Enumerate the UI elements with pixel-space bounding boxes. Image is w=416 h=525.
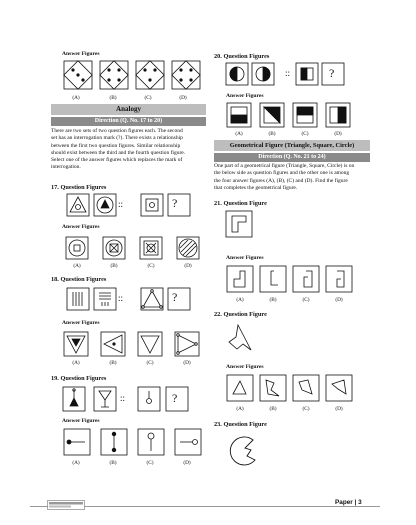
footer-page-separator: | [354,499,357,506]
q17-question-figures [66,193,206,219]
label-a: (A) [72,95,80,101]
q19-label-c: (C) [146,460,154,466]
label-c: (C) [144,95,152,101]
q19-question-mark: ? [172,391,178,405]
footer-page [333,499,364,506]
q17-label-a: (A) [73,263,81,269]
q17-double-colon: :: [118,199,124,209]
q17-question-mark: ? [172,196,178,210]
q17-label-b: (B) [110,263,118,269]
q22-label-b: (B) [269,406,277,412]
q18-label-b: (B) [109,360,117,366]
direction-text-21-24: One part of a geometrical figure (Triangle, Square, Circle) is on the below side as question figures and the other one is among the four answer figures (A), (B), (C) and (D). Find the figure that completes the geometrical figure. [214,163,355,191]
footer-page-label: Paper [335,499,353,506]
q20-title: 20. Question Figures [214,53,270,60]
q18-title: 18. Question Figures [51,276,107,283]
q20-label-a: (A) [235,131,243,137]
q21-label-c: (C) [302,297,310,303]
q18-label-a: (A) [72,360,80,366]
q23-question-figure [227,432,267,472]
q18-label-d: (D) [183,360,191,366]
q22-answer-label: Answer Figures [226,364,264,370]
label-d: (D) [179,95,187,101]
q21-title: 21. Question Figure [214,200,267,207]
direction-title-17-20: Direction (Q. No. 17 to 20) [51,117,206,126]
q19-question-figures [62,386,207,414]
q19-answer-figures [63,428,203,458]
q17-label-d: (D) [184,263,192,269]
q18-question-figures [66,287,206,313]
q20-question-mark: ? [329,66,335,80]
q18-answer-figures [63,331,203,359]
direction-title-21-24: Direction (Q. No. 21 to 24) [214,153,370,162]
direction-text-17-20: There are two sets of two question figures each. The second set has an interrogation mark (?). There exists a relationship between the first two question figures. Similar relationship should exist between the third and the fourth question figure. Select one of the answer figures which replaces the mark of interrogation. [51,128,186,171]
q19-answer-label: Answer Figures [62,418,100,424]
q22-question-figure [225,322,257,354]
q17-answer-figures [65,236,205,262]
q18-question-mark: ? [172,290,178,304]
q17-label-c: (C) [147,263,155,269]
q19-double-colon: :: [120,393,126,403]
q20-label-b: (B) [268,131,276,137]
answer-figures-label-top: Answer Figures [62,51,100,57]
q19-label-d: (D) [183,460,191,466]
q22-label-d: (D) [335,406,343,412]
q20-label-d: (D) [334,131,342,137]
q22-answer-figures [226,374,356,404]
q21-question-figure [225,210,255,240]
q18-label-c: (C) [146,360,154,366]
section-title-geometrical: Geometrical Figure (Triangle, Square, Circle) [214,140,370,151]
q21-answer-label: Answer Figures [226,255,264,261]
q20-answer-figures [226,102,356,130]
section-title-analogy: Analogy [51,104,206,115]
q20-answer-label: Answer Figures [226,93,264,99]
q22-label-c: (C) [302,406,310,412]
q21-label-a: (A) [236,297,244,303]
label-b: (B) [109,95,117,101]
q22-title: 22. Question Figure [214,311,267,318]
q19-label-b: (B) [109,460,117,466]
q18-answer-label: Answer Figures [62,320,100,326]
footer-page-number: 3 [358,499,362,506]
q17-title: 17. Question Figures [51,184,107,191]
q20-label-c: (C) [301,131,309,137]
q22-label-a: (A) [236,406,244,412]
q21-answer-figures [226,265,356,295]
top-answer-figures [63,60,203,92]
q19-title: 19. Question Figures [51,375,107,382]
q23-title: 23. Question Figure [214,421,267,428]
q21-label-b: (B) [269,297,277,303]
q20-double-colon: :: [285,68,291,78]
q17-answer-label: Answer Figures [62,224,100,230]
q21-label-d: (D) [335,297,343,303]
q19-label-a: (A) [72,460,80,466]
q18-double-colon: :: [118,293,124,303]
publisher-logo [47,500,85,510]
